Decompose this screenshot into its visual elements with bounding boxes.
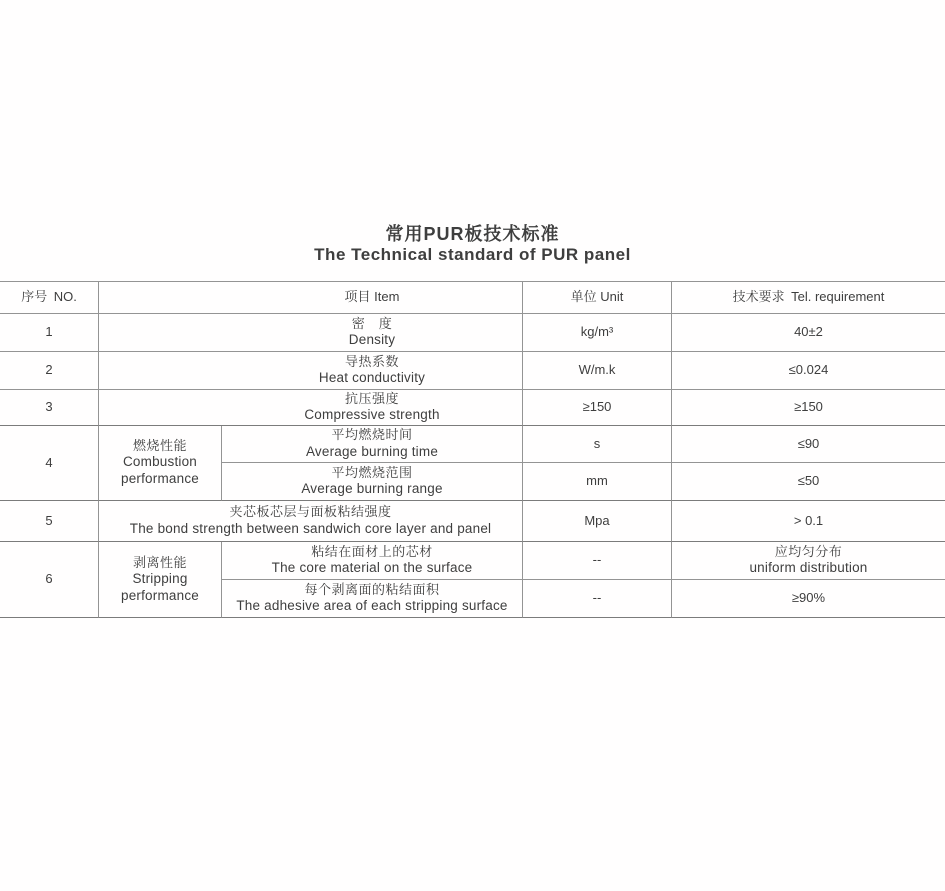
row3-item-en: Compressive strength [304,407,440,423]
row1-item-indent [99,314,222,352]
row3-item-indent [99,390,222,426]
row4b-item-cell [222,463,523,501]
row6-group-zh: 剥离性能 [132,554,187,570]
doc-title-en: The Technical standard of PUR panel [314,245,631,264]
row4-group-zh: 燃烧性能 [132,438,187,453]
row3-item-zh: 抗压强度 [344,390,399,406]
header-item-indent [99,282,222,314]
row5-unit-cell: Mpa [523,501,672,542]
row6b-item-cell [222,580,523,618]
row3-no-cell: 3 [0,390,99,426]
header-item-cell: 项目 Item [222,282,523,314]
row4b-item-en: Average burning range [301,481,443,497]
row3-requirement-cell: ≥150 [672,390,945,426]
row6b-unit-cell: -- [523,580,672,618]
row6-no-cell: 6 [0,542,99,618]
header-unit-cell: 单位 Unit [523,282,672,314]
row4-group-cell [99,426,222,501]
row6a-item-en: The core material on the surface [271,560,473,576]
spec-table [0,281,945,617]
row4b-item-zh: 平均燃烧范围 [331,464,413,480]
row4a-item-zh: 平均燃烧时间 [331,427,413,443]
row6a-unit-cell: -- [523,542,672,580]
row1-no-cell: 1 [0,314,99,352]
row4a-item-cell [222,426,523,463]
row4a-item-en: Average burning time [305,443,439,459]
row6a-requirement-en: uniform distribution [749,560,868,576]
row3-unit-cell: ≥150 [523,390,672,426]
row3-item-cell [222,390,523,426]
row1-item-cell [222,314,523,352]
row2-item-zh: 导热系数 [344,353,399,369]
row6b-requirement-cell: ≥90% [672,580,945,618]
header-requirement-cell: 技术要求 Tel. requirement [672,282,945,314]
row5-item-cell [99,501,523,542]
row1-item-en: Density [348,332,396,348]
row5-item-zh: 夹芯板芯层与面板粘结强度 [229,504,392,520]
row2-no-cell: 2 [0,352,99,390]
row6a-item-zh: 粘结在面材上的芯材 [311,543,433,559]
row4b-requirement-cell: ≤50 [672,463,945,501]
row2-item-en: Heat conductivity [318,370,426,386]
row1-unit-cell: kg/m³ [523,314,672,352]
row5-no-cell: 5 [0,501,99,542]
row4-no-cell: 4 [0,426,99,501]
row6b-item-zh: 每个剥离面的粘结面积 [304,581,440,597]
row6a-requirement-zh: 应均匀分布 [774,543,843,559]
row6-group-cell [99,542,222,618]
doc-title-zh: 常用PUR板技术标准 [385,224,560,244]
row5-requirement-cell: > 0.1 [672,501,945,542]
row6b-item-en: The adhesive area of each stripping surface [236,598,508,614]
row6a-item-cell [222,542,523,580]
row5-item-en: The bond strength between sandwich core layer and panel [129,520,492,536]
row2-item-indent [99,352,222,390]
row4a-requirement-cell: ≤90 [672,426,945,463]
row4a-unit-cell: s [523,426,672,463]
row6-group-en: Stripping performance [121,570,199,603]
row1-requirement-cell: 40±2 [672,314,945,352]
row2-requirement-cell: ≤0.024 [672,352,945,390]
row1-item-zh: 密 度 [351,315,393,331]
row6a-requirement-cell [672,542,945,580]
header-no-cell: 序号 NO. [0,282,99,314]
row4b-unit-cell: mm [523,463,672,501]
row2-unit-cell: W/m.k [523,352,672,390]
row4-group-en: Combustion performance [121,454,199,487]
row2-item-cell [222,352,523,390]
